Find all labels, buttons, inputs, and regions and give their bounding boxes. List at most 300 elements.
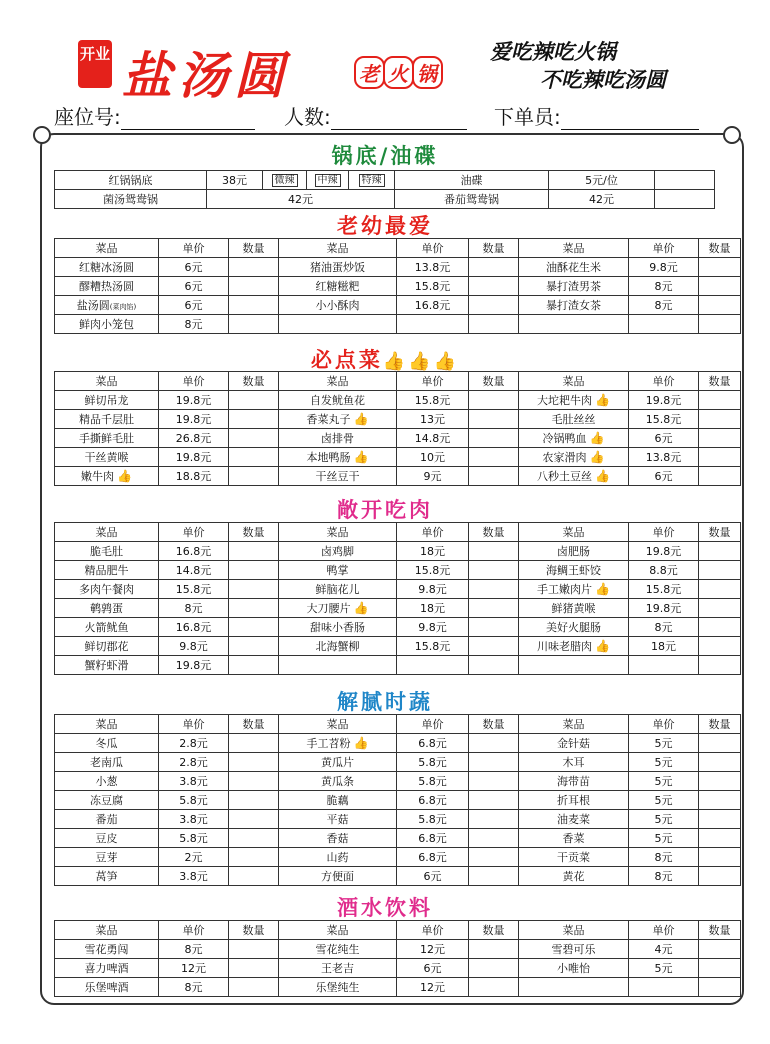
base-item-price: 42元 (549, 190, 655, 209)
quantity-cell[interactable] (229, 467, 279, 486)
dish-name (279, 656, 397, 675)
dish-name: 香菜 (519, 829, 629, 848)
thumbs-up-icon: 👍 (589, 431, 605, 445)
dish-name: 鲜猪黄喉 (519, 599, 629, 618)
dish-name: 木耳 (519, 753, 629, 772)
quantity-cell[interactable] (469, 656, 519, 675)
dish-name: 黄瓜条 (279, 772, 397, 791)
quantity-cell[interactable] (229, 618, 279, 637)
quantity-cell[interactable] (229, 940, 279, 959)
table-row (55, 429, 741, 448)
quantity-cell[interactable] (229, 429, 279, 448)
dish-price: 19.8元 (629, 542, 699, 561)
table-row (55, 810, 741, 829)
dish-name: 小唯怡 (519, 959, 629, 978)
table-row (55, 637, 741, 656)
base-item-price: 38元 (207, 171, 263, 190)
dish-name: 暴打渣女茶 (519, 296, 629, 315)
dish-price: 19.8元 (159, 391, 229, 410)
quantity-cell[interactable] (229, 656, 279, 675)
menu-table (54, 522, 741, 675)
dish-name: 盐汤圆(菜肉馅) (55, 296, 159, 315)
table-row (55, 959, 741, 978)
dish-name (519, 978, 629, 997)
column-header-qty: 数量 (469, 523, 519, 542)
dish-price: 15.8元 (397, 391, 469, 410)
table-row (55, 561, 741, 580)
dish-price: 19.8元 (629, 391, 699, 410)
table-row (55, 171, 715, 190)
column-header-qty: 数量 (229, 239, 279, 258)
column-header-price: 单价 (629, 523, 699, 542)
quantity-cell[interactable] (469, 296, 519, 315)
dish-name: 豆芽 (55, 848, 159, 867)
dish-price: 9.8元 (397, 580, 469, 599)
dish-price: 8元 (629, 848, 699, 867)
quantity-cell[interactable] (699, 734, 741, 753)
column-header-qty: 数量 (229, 372, 279, 391)
logo-badge: 开业 (78, 40, 112, 88)
section-title: 酒水饮料 (337, 895, 433, 920)
dish-name: 豆皮 (55, 829, 159, 848)
dish-price: 5元 (629, 791, 699, 810)
dish-price: 8元 (159, 599, 229, 618)
column-header-item: 菜品 (279, 239, 397, 258)
dish-name: 番茄 (55, 810, 159, 829)
column-header-price: 单价 (397, 921, 469, 940)
dish-name: 冬瓜 (55, 734, 159, 753)
dish-price: 18.8元 (159, 467, 229, 486)
column-header-item: 菜品 (55, 372, 159, 391)
quantity-cell[interactable] (699, 448, 741, 467)
quantity-cell[interactable] (469, 867, 519, 886)
section-title-base: 锅底/油碟 (331, 143, 439, 168)
dish-price: 4元 (629, 940, 699, 959)
quantity-cell[interactable] (699, 599, 741, 618)
quantity-cell[interactable] (469, 753, 519, 772)
quantity-cell[interactable] (469, 978, 519, 997)
column-header-price: 单价 (397, 715, 469, 734)
dish-note: (菜肉馅) (109, 303, 137, 311)
dish-name (519, 315, 629, 334)
column-header-qty: 数量 (229, 921, 279, 940)
base-table (54, 170, 715, 209)
quantity-cell[interactable] (229, 791, 279, 810)
dish-price: 8元 (159, 315, 229, 334)
quantity-cell[interactable] (699, 829, 741, 848)
dish-price: 6元 (397, 867, 469, 886)
table-header-row (55, 372, 741, 391)
column-header-price: 单价 (397, 372, 469, 391)
thumbs-up-icon: 👍 (353, 450, 369, 464)
table-row (55, 315, 741, 334)
quantity-cell[interactable] (655, 190, 715, 209)
dish-name: 冷锅鸭血 👍 (519, 429, 629, 448)
column-header-item: 菜品 (55, 523, 159, 542)
quantity-cell[interactable] (469, 561, 519, 580)
dish-name: 精品千层肚 (55, 410, 159, 429)
column-header-item: 菜品 (279, 372, 397, 391)
dish-name: 香菇 (279, 829, 397, 848)
quantity-cell[interactable] (469, 848, 519, 867)
quantity-cell[interactable] (699, 940, 741, 959)
column-header-price: 单价 (159, 523, 229, 542)
restaurant-name: 盐汤圆 (122, 46, 290, 105)
quantity-cell[interactable] (469, 810, 519, 829)
dish-name: 蟹籽虾滑 (55, 656, 159, 675)
dish-price: 13.8元 (629, 448, 699, 467)
dish-name: 北海蟹柳 (279, 637, 397, 656)
quantity-cell[interactable] (699, 656, 741, 675)
thumbs-up-icon: 👍 (589, 450, 605, 464)
quantity-cell[interactable] (699, 542, 741, 561)
quantity-cell[interactable] (229, 448, 279, 467)
quantity-cell[interactable] (469, 315, 519, 334)
dish-price: 6.8元 (397, 829, 469, 848)
dish-name: 脆毛肚 (55, 542, 159, 561)
slogan-line-2: 不吃辣吃汤圆 (540, 67, 666, 92)
quantity-cell[interactable] (229, 637, 279, 656)
quantity-cell[interactable] (229, 277, 279, 296)
table-row (55, 448, 741, 467)
spice-option-mild[interactable]: 微辣 (263, 171, 307, 190)
dish-price: 8元 (629, 867, 699, 886)
seat-number-field[interactable] (54, 101, 255, 130)
table-row (55, 618, 741, 637)
dish-name: 海鲷王虾饺 (519, 561, 629, 580)
dish-price: 8元 (159, 940, 229, 959)
dish-price: 12元 (159, 959, 229, 978)
dish-name: 卤肥肠 (519, 542, 629, 561)
dish-price: 18元 (397, 542, 469, 561)
quantity-cell[interactable] (229, 734, 279, 753)
dish-name: 喜力啤酒 (55, 959, 159, 978)
quantity-cell[interactable] (229, 580, 279, 599)
dish-name: 乐堡纯生 (279, 978, 397, 997)
dish-price: 26.8元 (159, 429, 229, 448)
table-row (55, 978, 741, 997)
table-row (55, 296, 741, 315)
dish-name: 香菜丸子 👍 (279, 410, 397, 429)
dish-name: 鲜切郡花 (55, 637, 159, 656)
table-header-row (55, 921, 741, 940)
dish-name: 干贡菜 (519, 848, 629, 867)
quantity-cell[interactable] (469, 618, 519, 637)
dish-name: 红糖冰汤圆 (55, 258, 159, 277)
dish-name: 莴笋 (55, 867, 159, 886)
dish-price: 14.8元 (159, 561, 229, 580)
dish-price: 19.8元 (159, 410, 229, 429)
column-header-qty: 数量 (469, 239, 519, 258)
dish-price: 6元 (629, 467, 699, 486)
quantity-cell[interactable] (699, 753, 741, 772)
spice-option-medium[interactable]: 中辣 (307, 171, 349, 190)
dish-name: 干丝豆干 (279, 467, 397, 486)
dish-price: 15.8元 (397, 561, 469, 580)
dish-name: 黄瓜片 (279, 753, 397, 772)
table-row (55, 542, 741, 561)
quantity-cell[interactable] (699, 315, 741, 334)
quantity-cell[interactable] (229, 829, 279, 848)
dish-price: 12元 (397, 978, 469, 997)
quantity-cell[interactable] (229, 391, 279, 410)
dish-name: 小葱 (55, 772, 159, 791)
dish-name: 平菇 (279, 810, 397, 829)
column-header-qty: 数量 (699, 239, 741, 258)
quantity-cell[interactable] (699, 959, 741, 978)
dish-name: 猪油蛋炒饭 (279, 258, 397, 277)
dish-name: 手工苕粉 👍 (279, 734, 397, 753)
dish-name: 小小酥肉 (279, 296, 397, 315)
dish-name: 嫩牛肉 👍 (55, 467, 159, 486)
dish-name: 美好火腿肠 (519, 618, 629, 637)
quantity-cell[interactable] (469, 959, 519, 978)
dish-price: 13.8元 (397, 258, 469, 277)
table-row (55, 867, 741, 886)
menu-table (54, 920, 741, 997)
dish-price: 16.8元 (397, 296, 469, 315)
quantity-cell[interactable] (699, 580, 741, 599)
dish-price: 15.8元 (397, 637, 469, 656)
dish-name: 鸭掌 (279, 561, 397, 580)
dish-price: 15.8元 (629, 410, 699, 429)
dish-price: 9.8元 (397, 618, 469, 637)
quantity-cell[interactable] (229, 753, 279, 772)
dish-price: 5.8元 (159, 829, 229, 848)
dish-price: 15.8元 (397, 277, 469, 296)
table-row (55, 258, 741, 277)
thumbs-up-icon: 👍 (595, 639, 610, 653)
quantity-cell[interactable] (699, 618, 741, 637)
thumbs-up-icon: 👍 (595, 469, 610, 483)
quantity-cell[interactable] (699, 296, 741, 315)
dish-price: 5元 (629, 734, 699, 753)
quantity-cell[interactable] (469, 734, 519, 753)
table-row (55, 277, 741, 296)
quantity-cell[interactable] (699, 848, 741, 867)
quantity-cell[interactable] (469, 772, 519, 791)
quantity-cell[interactable] (229, 561, 279, 580)
frame-corner (723, 126, 741, 144)
table-row (55, 580, 741, 599)
dish-name: 自发鱿鱼花 (279, 391, 397, 410)
quantity-cell[interactable] (469, 829, 519, 848)
quantity-cell[interactable] (469, 391, 519, 410)
quantity-cell[interactable] (699, 467, 741, 486)
table-row (55, 848, 741, 867)
quantity-cell[interactable] (229, 959, 279, 978)
column-header-item: 菜品 (279, 715, 397, 734)
dish-name (519, 656, 629, 675)
dish-price: 5元 (629, 959, 699, 978)
quantity-cell[interactable] (229, 315, 279, 334)
quantity-cell[interactable] (699, 258, 741, 277)
dish-price: 13元 (397, 410, 469, 429)
quantity-cell[interactable] (229, 848, 279, 867)
dish-price: 5.8元 (397, 753, 469, 772)
dish-name: 甜味小香肠 (279, 618, 397, 637)
column-header-qty: 数量 (229, 715, 279, 734)
column-header-item: 菜品 (55, 239, 159, 258)
dish-name: 鲜肉小笼包 (55, 315, 159, 334)
column-header-price: 单价 (629, 239, 699, 258)
dish-name: 卤排骨 (279, 429, 397, 448)
dish-name: 多肉午餐肉 (55, 580, 159, 599)
quantity-cell[interactable] (699, 429, 741, 448)
dish-price: 8元 (629, 296, 699, 315)
quantity-cell[interactable] (469, 467, 519, 486)
quantity-cell[interactable] (699, 772, 741, 791)
dish-name: 毛肚丝丝 (519, 410, 629, 429)
quantity-cell[interactable] (469, 637, 519, 656)
section-title: 老幼最爱 (337, 213, 433, 238)
seat-number-label: 座位号: (54, 105, 121, 129)
dish-price: 12元 (397, 940, 469, 959)
dish-price: 8元 (629, 618, 699, 637)
table-row (55, 753, 741, 772)
column-header-price: 单价 (159, 239, 229, 258)
table-row (55, 772, 741, 791)
dish-price: 18元 (629, 637, 699, 656)
quantity-cell[interactable] (229, 772, 279, 791)
table-row (55, 599, 741, 618)
quantity-cell[interactable] (469, 580, 519, 599)
column-header-qty: 数量 (699, 372, 741, 391)
table-header-row (55, 715, 741, 734)
column-header-price: 单价 (159, 372, 229, 391)
dish-price: 2.8元 (159, 753, 229, 772)
quantity-cell[interactable] (469, 791, 519, 810)
thumbs-up-icon: 👍 (353, 601, 369, 615)
thumbs-up-icon: 👍 (382, 351, 409, 372)
waiter-label: 下单员: (494, 105, 561, 129)
quantity-cell[interactable] (229, 410, 279, 429)
column-header-item: 菜品 (279, 921, 397, 940)
quantity-cell[interactable] (469, 429, 519, 448)
quantity-cell[interactable] (699, 277, 741, 296)
quantity-cell[interactable] (229, 542, 279, 561)
people-count-field[interactable] (284, 101, 467, 130)
quantity-cell[interactable] (699, 391, 741, 410)
quantity-cell[interactable] (469, 448, 519, 467)
quantity-cell[interactable] (229, 810, 279, 829)
dish-price: 15.8元 (629, 580, 699, 599)
dish-price (629, 315, 699, 334)
quantity-cell[interactable] (229, 599, 279, 618)
dish-name: 方便面 (279, 867, 397, 886)
quantity-cell[interactable] (469, 410, 519, 429)
quantity-cell[interactable] (469, 277, 519, 296)
dish-name: 川味老腊肉 👍 (519, 637, 629, 656)
quantity-cell[interactable] (229, 296, 279, 315)
quantity-cell[interactable] (469, 599, 519, 618)
column-header-price: 单价 (159, 921, 229, 940)
column-header-item: 菜品 (55, 921, 159, 940)
column-header-item: 菜品 (279, 523, 397, 542)
table-row (55, 940, 741, 959)
dish-name: 油酥花生米 (519, 258, 629, 277)
quantity-cell[interactable] (655, 171, 715, 190)
dish-price: 5元 (629, 829, 699, 848)
dish-name: 雪花勇闯 (55, 940, 159, 959)
column-header-qty: 数量 (699, 715, 741, 734)
dish-price: 2.8元 (159, 734, 229, 753)
column-header-price: 单价 (159, 715, 229, 734)
column-header-price: 单价 (629, 372, 699, 391)
dish-price: 6.8元 (397, 791, 469, 810)
quantity-cell[interactable] (699, 810, 741, 829)
dish-name: 农家滑肉 👍 (519, 448, 629, 467)
dish-name: 老南瓜 (55, 753, 159, 772)
dish-name: 干丝黄喉 (55, 448, 159, 467)
dish-price: 9.8元 (629, 258, 699, 277)
quantity-cell[interactable] (469, 542, 519, 561)
base-item-name: 菌汤鸳鸯锅 (55, 190, 207, 209)
dish-name: 精品肥牛 (55, 561, 159, 580)
dish-name: 火箭鱿鱼 (55, 618, 159, 637)
dish-name: 鹌鹑蛋 (55, 599, 159, 618)
dish-name: 雪碧可乐 (519, 940, 629, 959)
quantity-cell[interactable] (699, 637, 741, 656)
quantity-cell[interactable] (229, 258, 279, 277)
table-header-row (55, 523, 741, 542)
quantity-cell[interactable] (699, 978, 741, 997)
dish-price: 9.8元 (159, 637, 229, 656)
table-row (55, 391, 741, 410)
column-header-item: 菜品 (519, 523, 629, 542)
dish-name: 海带苗 (519, 772, 629, 791)
dish-price: 5.8元 (397, 772, 469, 791)
waiter-field[interactable] (494, 101, 699, 130)
dish-name: 大坨耙牛肉 👍 (519, 391, 629, 410)
dish-name: 油麦菜 (519, 810, 629, 829)
column-header-price: 单价 (397, 239, 469, 258)
dish-price: 5元 (629, 810, 699, 829)
column-header-qty: 数量 (469, 921, 519, 940)
column-header-item: 菜品 (519, 372, 629, 391)
quantity-cell[interactable] (229, 978, 279, 997)
quantity-cell[interactable] (699, 867, 741, 886)
spice-option-hot[interactable]: 特辣 (349, 171, 395, 190)
quantity-cell[interactable] (699, 410, 741, 429)
dish-name: 醪糟热汤圆 (55, 277, 159, 296)
table-row (55, 467, 741, 486)
quantity-cell[interactable] (229, 867, 279, 886)
column-header-item: 菜品 (519, 715, 629, 734)
column-header-qty: 数量 (469, 715, 519, 734)
dish-name: 鲜切吊龙 (55, 391, 159, 410)
quantity-cell[interactable] (469, 258, 519, 277)
quantity-cell[interactable] (699, 561, 741, 580)
section-title: 必点菜👍👍👍 (310, 347, 460, 372)
dish-name: 金针菇 (519, 734, 629, 753)
dish-price: 6元 (397, 959, 469, 978)
dish-price: 19.8元 (159, 448, 229, 467)
dish-price (629, 978, 699, 997)
quantity-cell[interactable] (469, 940, 519, 959)
thumbs-up-icon: 👍 (353, 412, 369, 426)
dish-price: 6元 (159, 296, 229, 315)
dish-name: 手撕鲜毛肚 (55, 429, 159, 448)
frame-corner (33, 126, 51, 144)
dip-item-name: 油碟 (395, 171, 549, 190)
dish-price: 2元 (159, 848, 229, 867)
dish-price: 16.8元 (159, 618, 229, 637)
table-row (55, 190, 715, 209)
dish-price: 5元 (629, 753, 699, 772)
quantity-cell[interactable] (699, 791, 741, 810)
slogan-line-1: 爱吃辣吃火锅 (490, 39, 616, 64)
